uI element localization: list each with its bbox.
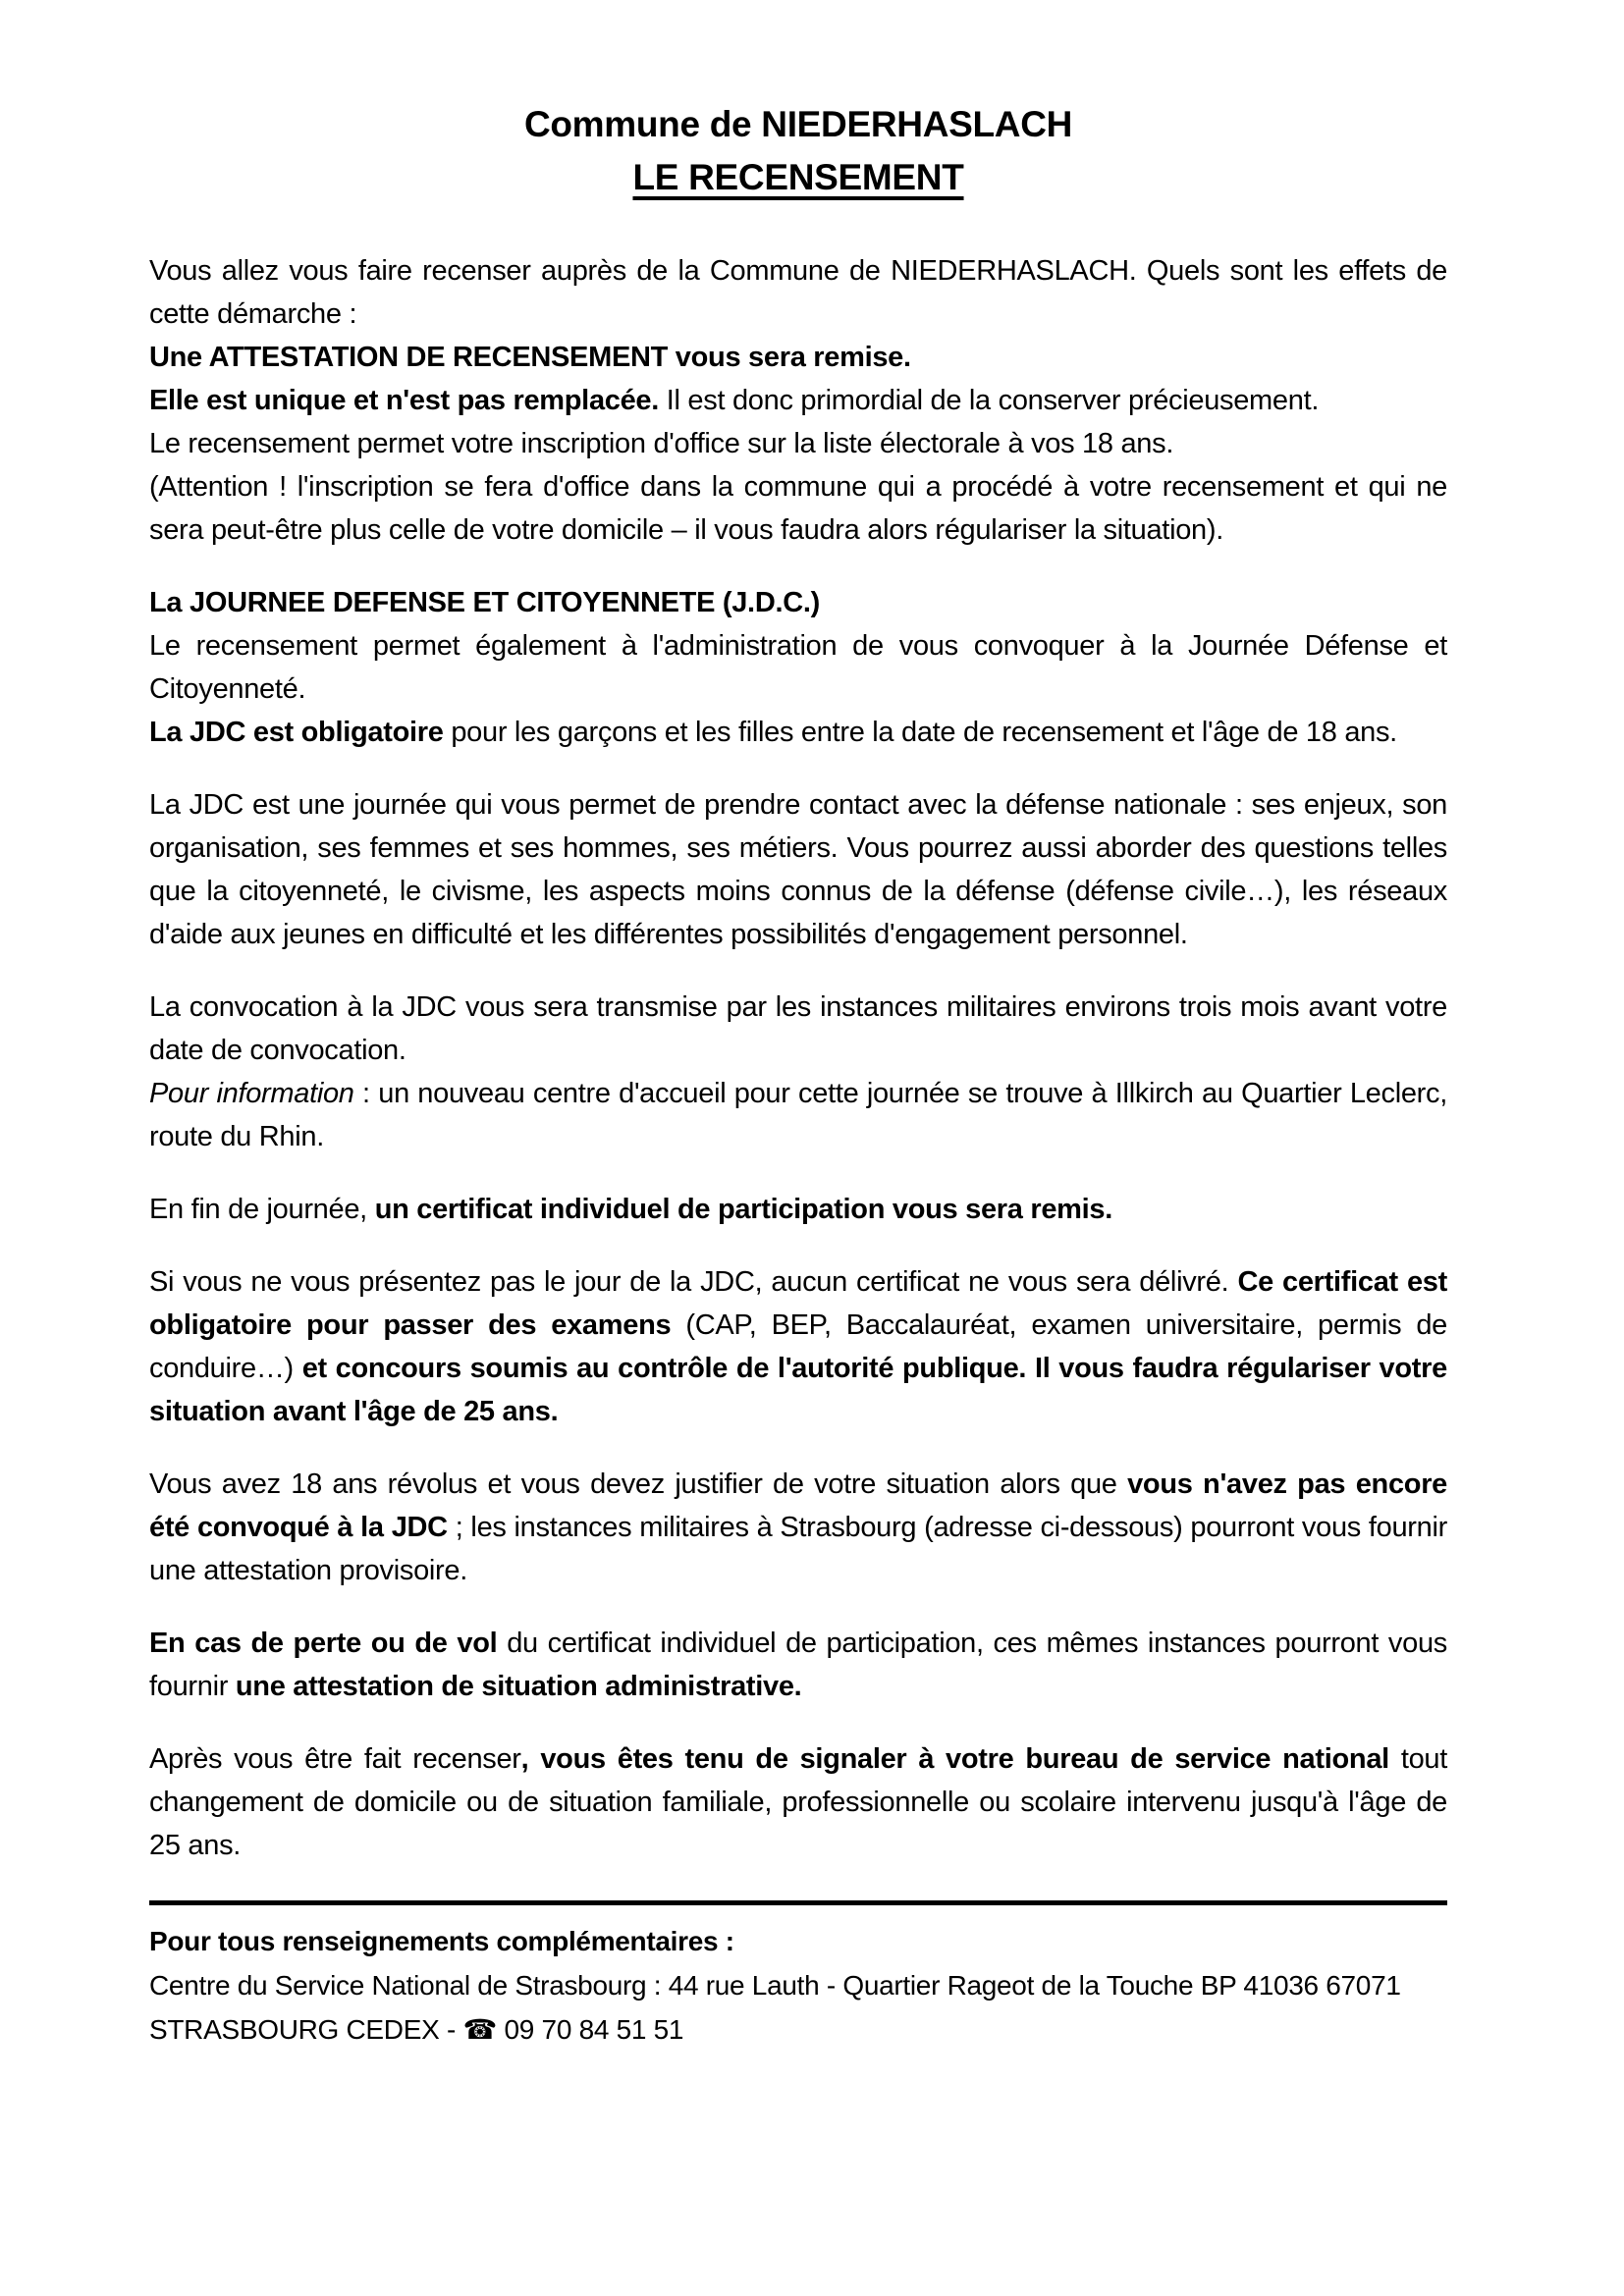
paragraph-attestation xyxy=(149,336,1447,379)
text-segment: Le recensement permet votre inscription d'office sur la liste électorale à vos 18 ans. xyxy=(149,428,1174,459)
text-segment: vous n'avez pas encore été convoqué à la JDC xyxy=(149,1468,1448,1543)
text-segment: une attestation de situation administrative. xyxy=(235,1671,802,1702)
text-segment: Vous allez vous faire recenser auprès de la Commune de NIEDERHASLACH. Quels sont les effets de cette démarche : xyxy=(149,255,1447,330)
text-segment: En cas de perte ou de vol xyxy=(149,1628,498,1659)
text-segment: En fin de journée, xyxy=(149,1194,375,1225)
paragraph-certificat-remis xyxy=(149,1188,1447,1231)
text-segment: du certificat individuel de participation, ces mêmes instances pourront vous fournir xyxy=(149,1628,1447,1702)
paragraph-intro xyxy=(149,249,1447,336)
paragraph-jdc-obligatoire xyxy=(149,711,1447,754)
text-segment: Centre du Service National de Strasbourg : 44 rue Lauth - Quartier Rageot de la Touche BP 41036 67071 STRASBOURG CEDEX - xyxy=(149,1970,1401,2045)
text-segment: Après vous être fait recenser xyxy=(149,1743,521,1775)
document-header xyxy=(149,98,1447,204)
document-body xyxy=(149,249,1447,1867)
heading-jdc xyxy=(149,581,1447,624)
text-segment: Pour tous renseignements complémentaires : xyxy=(149,1926,734,1956)
paragraph-unique xyxy=(149,379,1447,422)
text-segment: ; les instances militaires à Strasbourg (adresse ci-dessous) pourront vous fournir une attestation provisoire. xyxy=(149,1512,1447,1586)
text-segment: Pour information xyxy=(149,1078,354,1109)
text-segment: : un nouveau centre d'accueil pour cette journée se trouve à Illkirch au Quartier Leclerc, route du Rhin. xyxy=(149,1078,1447,1152)
paragraph-perte-vol xyxy=(149,1622,1447,1708)
paragraph-convocation-transmise xyxy=(149,986,1447,1072)
phone-icon: ☎ xyxy=(462,2013,498,2046)
text-segment: La JDC est obligatoire xyxy=(149,717,444,748)
commune-title: Commune de NIEDERHASLACH xyxy=(523,104,1073,144)
text-segment: Ce certificat est obligatoire pour passer des examens xyxy=(149,1266,1447,1341)
text-segment: et concours soumis au contrôle de l'autorité publique. Il vous faudra régulariser votre situation avant l'âge de 25 ans. xyxy=(149,1353,1447,1427)
text-segment: 09 70 84 51 51 xyxy=(497,2014,684,2045)
paragraph-apres-recensement xyxy=(149,1737,1447,1867)
paragraph-attention xyxy=(149,465,1447,552)
text-segment: La JOURNEE DEFENSE ET CITOYENNETE (J.D.C.) xyxy=(149,587,820,618)
document-footer xyxy=(149,1919,1447,2052)
paragraph-pour-information xyxy=(149,1072,1447,1158)
text-segment: un certificat individuel de participation vous sera remis. xyxy=(374,1194,1113,1225)
text-segment: Une ATTESTATION DE RECENSEMENT vous sera remise. xyxy=(149,342,911,373)
paragraph-certificat-obligatoire xyxy=(149,1260,1447,1433)
text-segment: (CAP, BEP, Baccalauréat, examen universitaire, permis de conduire…) xyxy=(149,1309,1448,1384)
text-segment: La convocation à la JDC vous sera transmise par les instances militaires environs trois mois avant votre date de convocation. xyxy=(149,991,1447,1066)
text-segment: Il est donc primordial de la conserver précieusement. xyxy=(659,385,1320,416)
document-title: LE RECENSEMENT xyxy=(632,157,964,197)
text-segment: Si vous ne vous présentez pas le jour de la JDC, aucun certificat ne vous sera délivré. xyxy=(149,1266,1238,1298)
text-segment: tout changement de domicile ou de situation familiale, professionnelle ou scolaire intervenu jusqu'à l'âge de 25 ans. xyxy=(149,1743,1448,1861)
text-segment: La JDC est une journée qui vous permet de prendre contact avec la défense nationale : ses enjeux, son organisation, ses femmes et ses hommes, ses métiers. Vous pourrez aussi aborder des questions telles que la citoyenneté, le civisme, les aspects moins connus de la défense (défense civile…), les réseaux d'aide aux jeunes en difficulté et les différentes possibilités d'engagement personnel. xyxy=(149,789,1447,950)
footer-address xyxy=(149,1963,1447,2052)
text-segment: pour les garçons et les filles entre la date de recensement et l'âge de 18 ans. xyxy=(443,717,1397,748)
paragraph-liste-electorale xyxy=(149,422,1447,465)
paragraph-jdc-convocation xyxy=(149,624,1447,711)
paragraph-jdc-description xyxy=(149,783,1447,956)
text-segment: Elle est unique et n'est pas remplacée. xyxy=(149,385,660,416)
footer-divider xyxy=(149,1900,1447,1905)
text-segment: (Attention ! l'inscription se fera d'office dans la commune qui a procédé à votre recensement et qui ne sera peut-être plus celle de votre domicile – il vous faudra alors régulariser la situation). xyxy=(149,471,1447,546)
footer-heading xyxy=(149,1919,1447,1963)
text-segment: Le recensement permet également à l'administration de vous convoquer à la Journée Défense et Citoyenneté. xyxy=(149,630,1447,705)
text-segment: , vous êtes tenu de signaler à votre bureau de service national xyxy=(520,1743,1389,1775)
paragraph-18-ans-revolus xyxy=(149,1463,1447,1592)
text-segment: Vous avez 18 ans révolus et vous devez justifier de votre situation alors que xyxy=(149,1468,1128,1500)
